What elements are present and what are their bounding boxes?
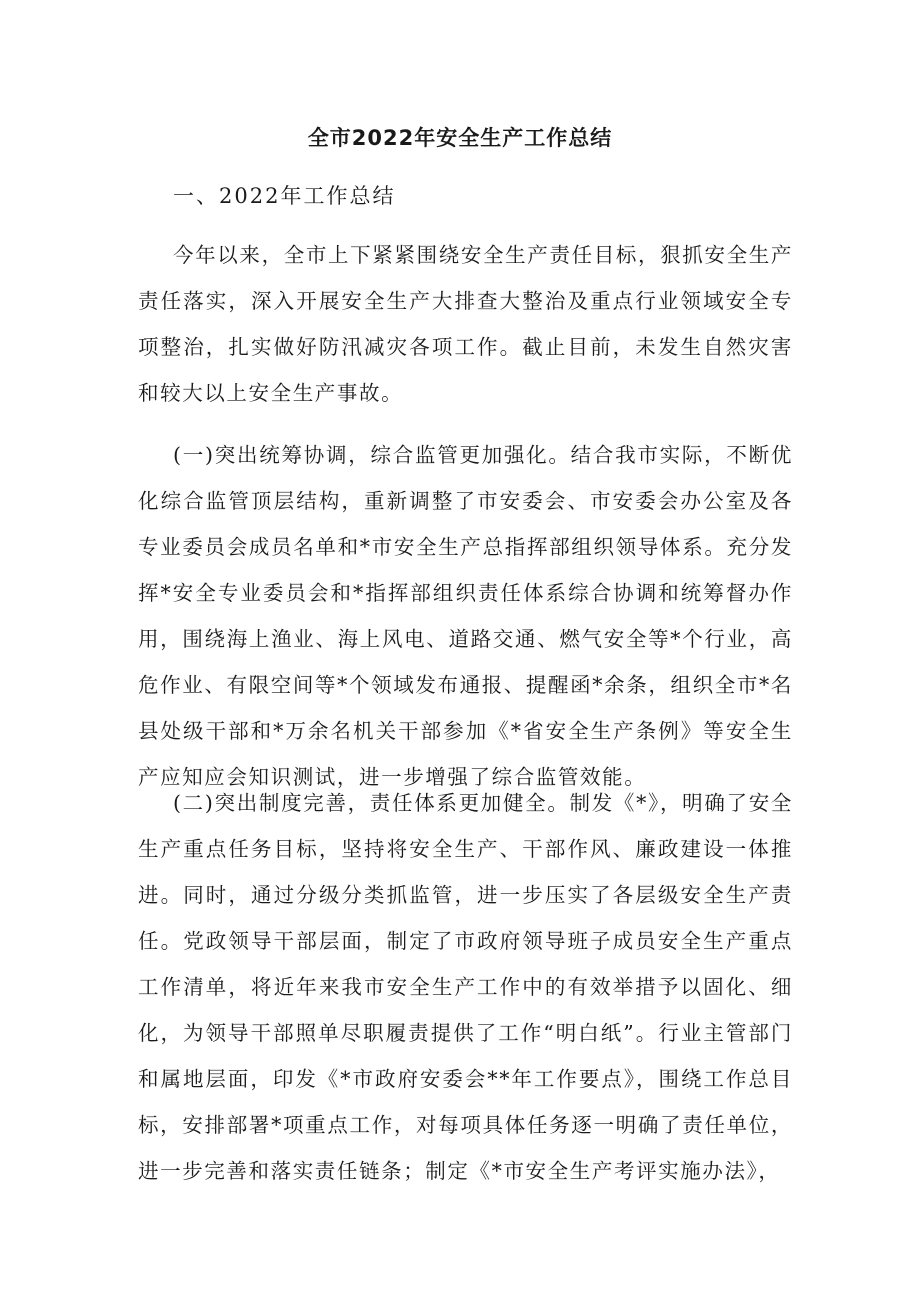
document-title: 全市2022年安全生产工作总结 — [307, 126, 613, 150]
section-heading: 一、2022年工作总结 — [173, 184, 396, 208]
paragraph-system: (二)突出制度完善，责任体系更加健全。制发《*》，明确了安全生产重点任务目标，坚持将安全生产、干部作风、廉政建设一体推进。同时，通过分级分类抓监管，进一步压实了各层级安全生产责任。党政领导干部层面，制定了市政府领导班子成员安全生产重点工作清单，将近年来我市安全生产工作中的有效举措予以固化、细化，为领导干部照单尽职履责提供了工作“明白纸”。行业主管部门和属地层面，印发《*市政府安委会**年工作要点》，围绕工作总目标，安排部署*项重点工作，对每项具体任务逐一明确了责任单位，进一步完善和落实责任链条；制定《*市安全生产考评实施办法》， — [138, 791, 793, 1183]
paragraph-coordination: (一)突出统筹协调，综合监管更加强化。结合我市实际，不断优化综合监管顶层结构，重新调整了市安委会、市安委会办公室及各专业委员会成员名单和*市安全生产总指挥部组织领导体系。充分发挥*安全专业委员会和*指挥部组织责任体系综合协调和统筹督办作用，围绕海上渔业、海上风电、道路交通、燃气安全等*个行业，高危作业、有限空间等*个领域发布通报、提醒函*余条，组织全市*名县处级干部和*万余名机关干部参加《*省安全生产条例》等安全生产应知应会知识测试，进一步增强了综合监管效能。 — [138, 443, 793, 789]
paragraph-intro: 今年以来，全市上下紧紧围绕安全生产责任目标，狠抓安全生产责任落实，深入开展安全生产大排查大整治及重点行业领域安全专项整治，扎实做好防汛减灾各项工作。截止目前，未发生自然灾害和较大以上安全生产事故。 — [138, 243, 793, 405]
